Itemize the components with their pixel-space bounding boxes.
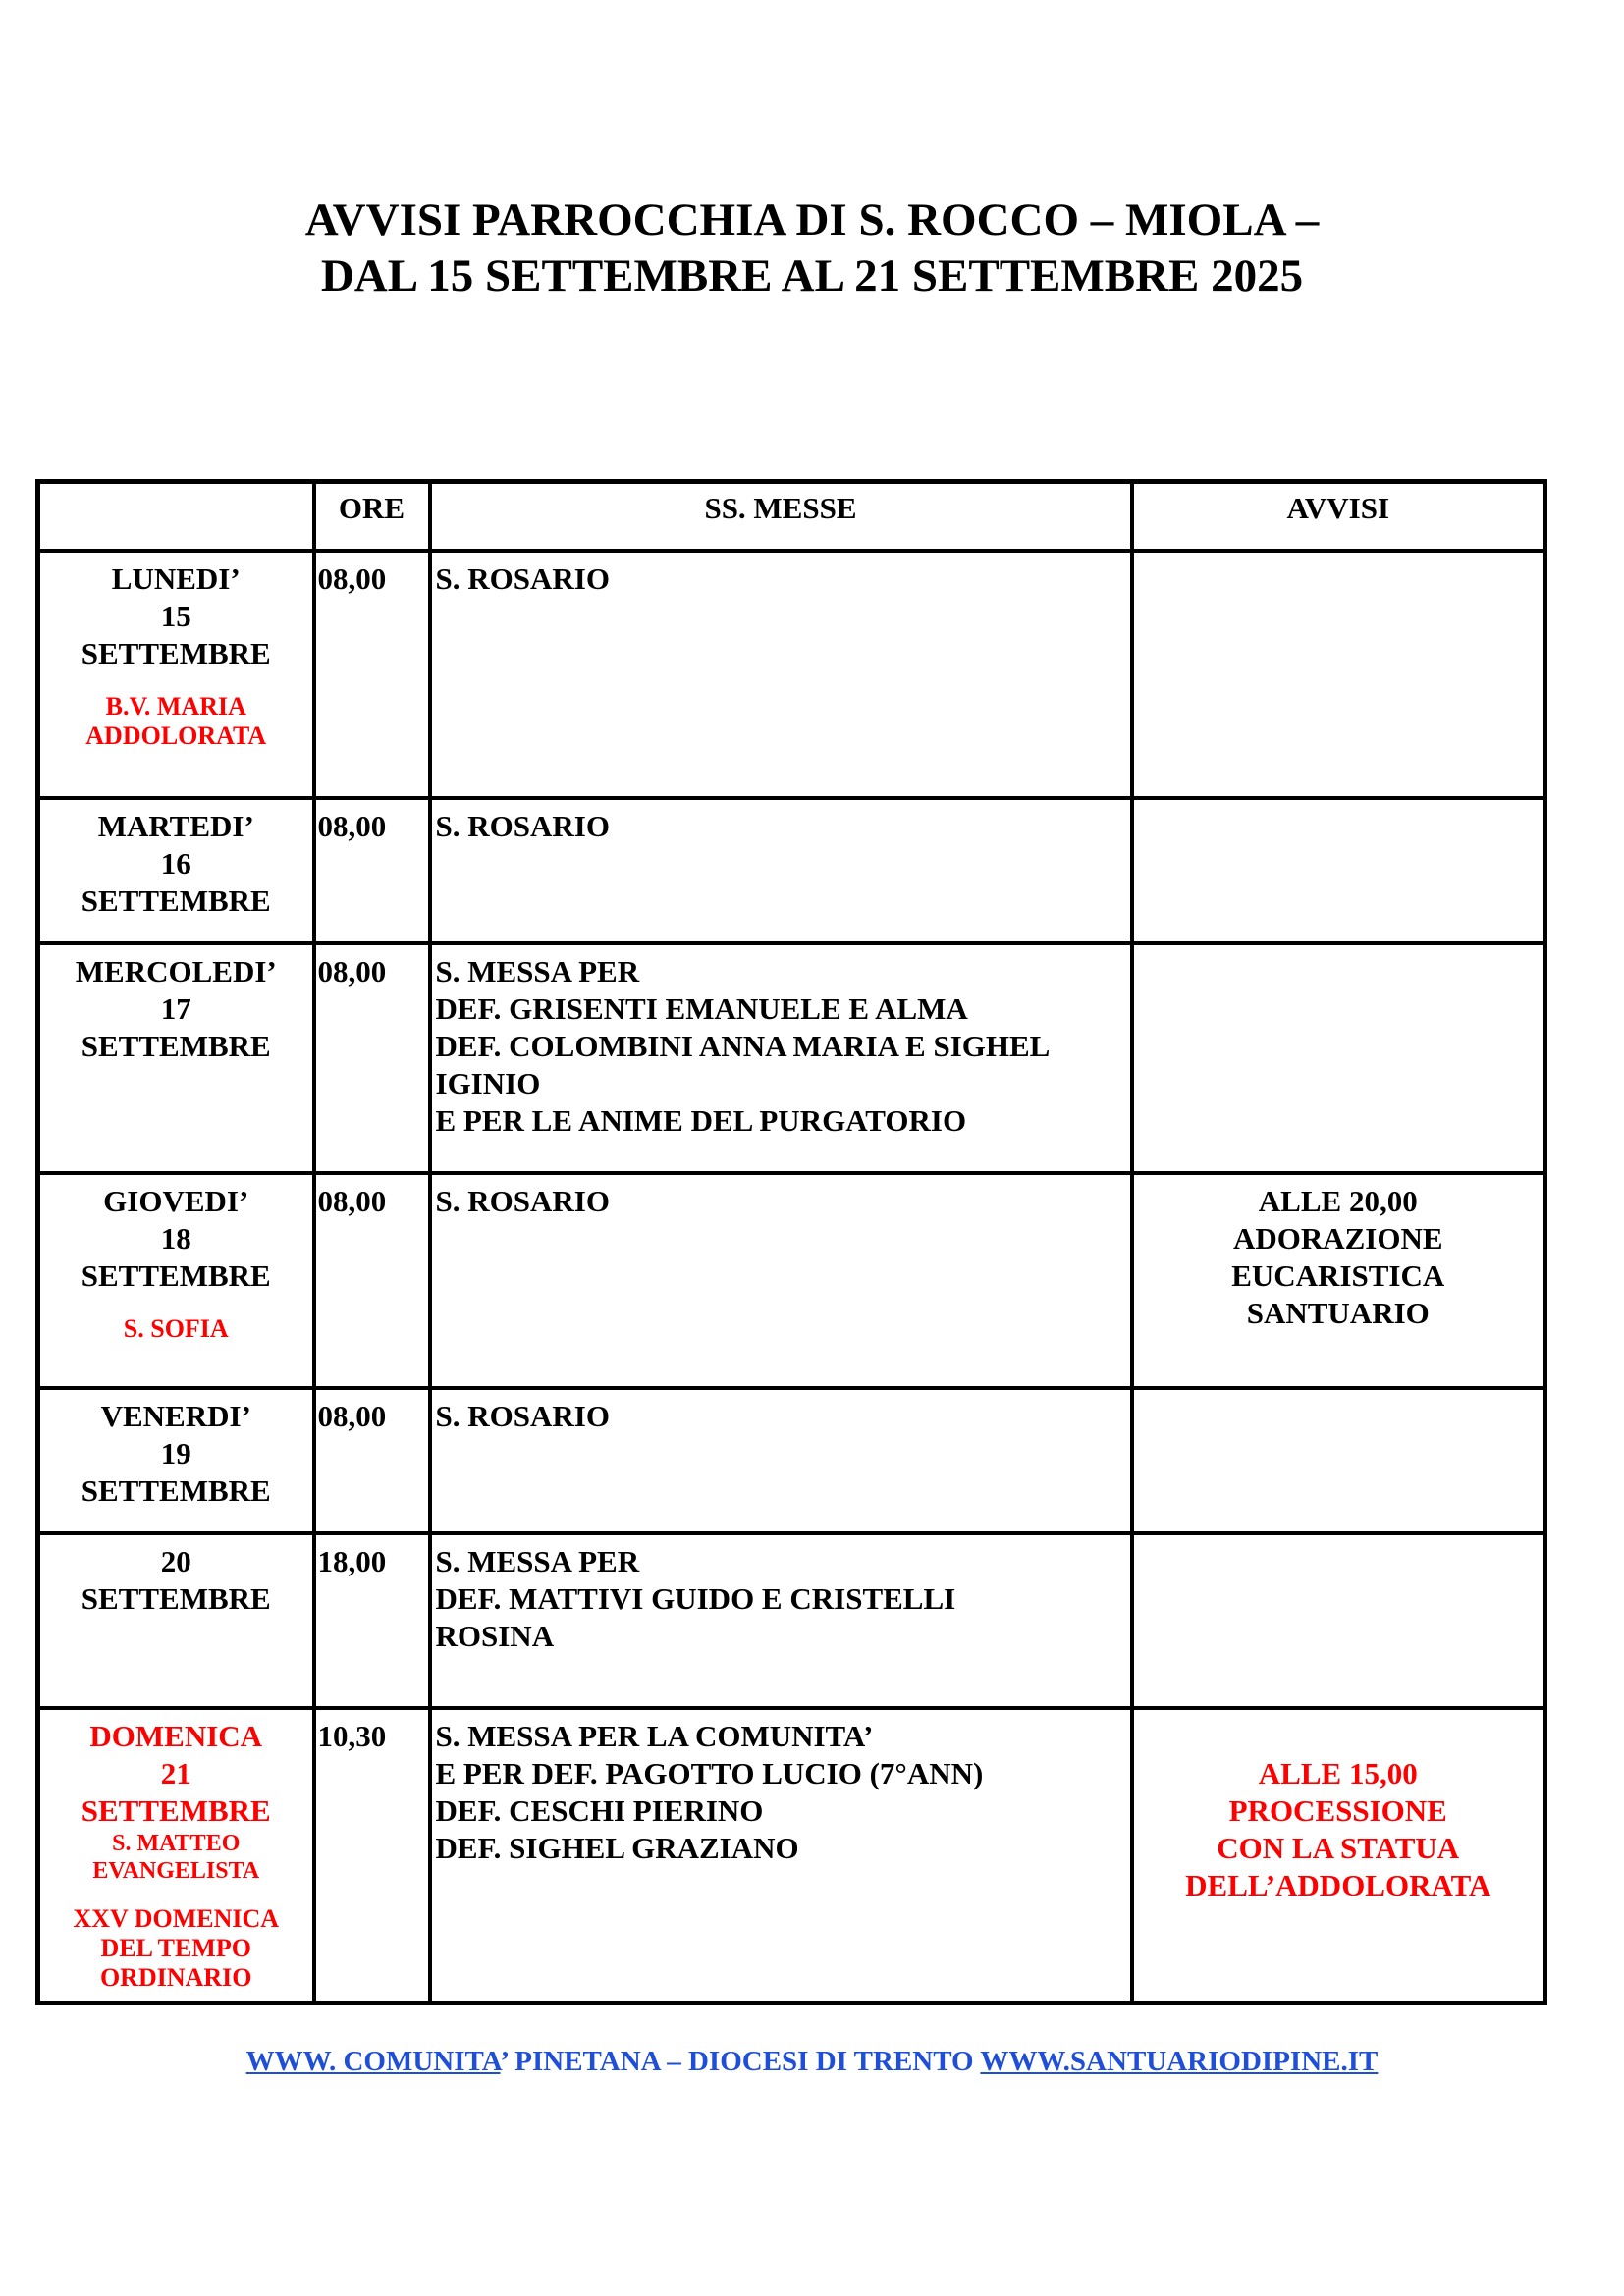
mass-line: ROSINA [435, 1619, 555, 1653]
mass-line: S. MESSA PER [435, 954, 640, 988]
feast-line: ADDOLORATA [85, 721, 267, 750]
day-number: 18 [160, 1221, 191, 1255]
mass-line: S. MESSA PER LA COMUNITA’ [435, 1719, 874, 1753]
avvisi-line: EUCARISTICA [1231, 1258, 1445, 1293]
schedule-table [35, 479, 1547, 2005]
mass-cell [430, 551, 1132, 798]
title-line-1: AVVISI PARROCCHIA DI S. ROCCO – MIOLA – [304, 194, 1320, 245]
header-ore: ORE [314, 482, 430, 552]
day-month: SETTEMBRE [81, 883, 271, 918]
day-name: DOMENICA [89, 1719, 263, 1753]
feast-line: S. SOFIA [123, 1314, 229, 1343]
day-name: MERCOLEDI’ [75, 954, 277, 988]
page-title [0, 192, 1624, 304]
avvisi-line: ADORAZIONE [1232, 1221, 1443, 1255]
day-month: SETTEMBRE [81, 1793, 271, 1828]
avvisi-line: ALLE 15,00 [1258, 1756, 1418, 1790]
header-day [38, 482, 314, 552]
day-month: SETTEMBRE [81, 636, 271, 670]
day-number: 15 [160, 599, 191, 633]
table-row [38, 943, 1545, 1173]
feast-line: DEL TEMPO [100, 1934, 251, 1962]
mass-line: DEF. MATTIVI GUIDO E CRISTELLI [435, 1581, 956, 1616]
day-number: 19 [160, 1436, 191, 1470]
avvisi-cell [1132, 1708, 1545, 2002]
feast-line: ORDINARIO [99, 1963, 252, 1992]
mass-cell [430, 798, 1132, 943]
avvisi-cell [1132, 1388, 1545, 1533]
header-messe: SS. MESSE [430, 482, 1132, 552]
table-row [38, 1388, 1545, 1533]
mass-cell [430, 1388, 1132, 1533]
day-cell [38, 1708, 314, 2002]
mass-line: S. ROSARIO [435, 1184, 610, 1218]
footer-text: ’ PINETANA – DIOCESI DI TRENTO [500, 2046, 981, 2077]
time-cell: 08,00 [314, 1388, 430, 1533]
day-cell [38, 1388, 314, 1533]
time-cell: 18,00 [314, 1533, 430, 1708]
avvisi-line: SANTUARIO [1246, 1296, 1430, 1330]
mass-line: E PER DEF. PAGOTTO LUCIO (7°ANN) [435, 1756, 984, 1790]
avvisi-line: DELL’ADDOLORATA [1185, 1868, 1491, 1902]
community-link[interactable]: WWW. COMUNITA [245, 2046, 501, 2077]
feast-label [40, 1314, 312, 1344]
day-month: SETTEMBRE [81, 1473, 271, 1508]
avvisi-line: CON LA STATUA [1217, 1831, 1460, 1865]
avvisi-line: ALLE 20,00 [1258, 1184, 1418, 1218]
time-cell: 08,00 [314, 798, 430, 943]
day-name: MARTEDI’ [97, 809, 254, 843]
day-number: 21 [160, 1756, 191, 1790]
feast-label [40, 1904, 312, 1993]
day-number: 16 [160, 846, 191, 881]
time-cell: 10,30 [314, 1708, 430, 2002]
time-cell: 08,00 [314, 1173, 430, 1388]
day-cell [38, 1533, 314, 1708]
day-month: SETTEMBRE [81, 1258, 271, 1293]
mass-line: E PER LE ANIME DEL PURGATORIO [435, 1103, 967, 1138]
day-name: GIOVEDI’ [103, 1184, 249, 1218]
table-header-row [38, 482, 1545, 552]
mass-line: S. ROSARIO [435, 561, 610, 596]
mass-cell [430, 1173, 1132, 1388]
mass-cell [430, 943, 1132, 1173]
day-number: 20 [160, 1544, 191, 1578]
feast-line: B.V. MARIA [105, 692, 246, 721]
day-month: SETTEMBRE [81, 1029, 271, 1063]
day-cell [38, 551, 314, 798]
table-row [38, 1708, 1545, 2002]
feast-line: EVANGELISTA [92, 1858, 260, 1884]
avvisi-cell [1132, 943, 1545, 1173]
avvisi-cell [1132, 1173, 1545, 1388]
feast-line: XXV DOMENICA [73, 1904, 280, 1933]
table-row [38, 551, 1545, 798]
time-cell: 08,00 [314, 943, 430, 1173]
mass-line: S. MESSA PER [435, 1544, 640, 1578]
feast-line: S. MATTEO [112, 1831, 241, 1856]
day-number: 17 [160, 991, 191, 1026]
mass-cell [430, 1533, 1132, 1708]
time-cell: 08,00 [314, 551, 430, 798]
avvisi-cell [1132, 1533, 1545, 1708]
day-name: VENERDI’ [100, 1399, 251, 1433]
table-row [38, 798, 1545, 943]
mass-line: S. ROSARIO [435, 1399, 610, 1433]
day-cell [38, 1173, 314, 1388]
avvisi-cell [1132, 551, 1545, 798]
avvisi-cell [1132, 798, 1545, 943]
mass-cell [430, 1708, 1132, 2002]
day-cell [38, 943, 314, 1173]
day-name: LUNEDI’ [111, 561, 241, 596]
day-month: SETTEMBRE [81, 1581, 271, 1616]
table-row [38, 1533, 1545, 1708]
mass-line: DEF. GRISENTI EMANUELE E ALMA [435, 991, 968, 1026]
mass-line: S. ROSARIO [435, 809, 610, 843]
mass-line: DEF. CESCHI PIERINO [435, 1793, 764, 1828]
santuario-link[interactable]: WWW.SANTUARIODIPINE.IT [980, 2046, 1379, 2077]
footer [0, 2046, 1624, 2078]
day-cell [38, 798, 314, 943]
avvisi-line: PROCESSIONE [1228, 1793, 1447, 1828]
feast-saint-label [40, 1830, 312, 1885]
table-row [38, 1173, 1545, 1388]
header-avvisi: AVVISI [1132, 482, 1545, 552]
title-line-2: DAL 15 SETTEMBRE AL 21 SETTEMBRE 2025 [320, 250, 1304, 301]
mass-line: IGINIO [435, 1066, 541, 1100]
mass-line: DEF. COLOMBINI ANNA MARIA E SIGHEL [435, 1029, 1051, 1063]
mass-line: DEF. SIGHEL GRAZIANO [435, 1831, 799, 1865]
feast-label [40, 692, 312, 751]
